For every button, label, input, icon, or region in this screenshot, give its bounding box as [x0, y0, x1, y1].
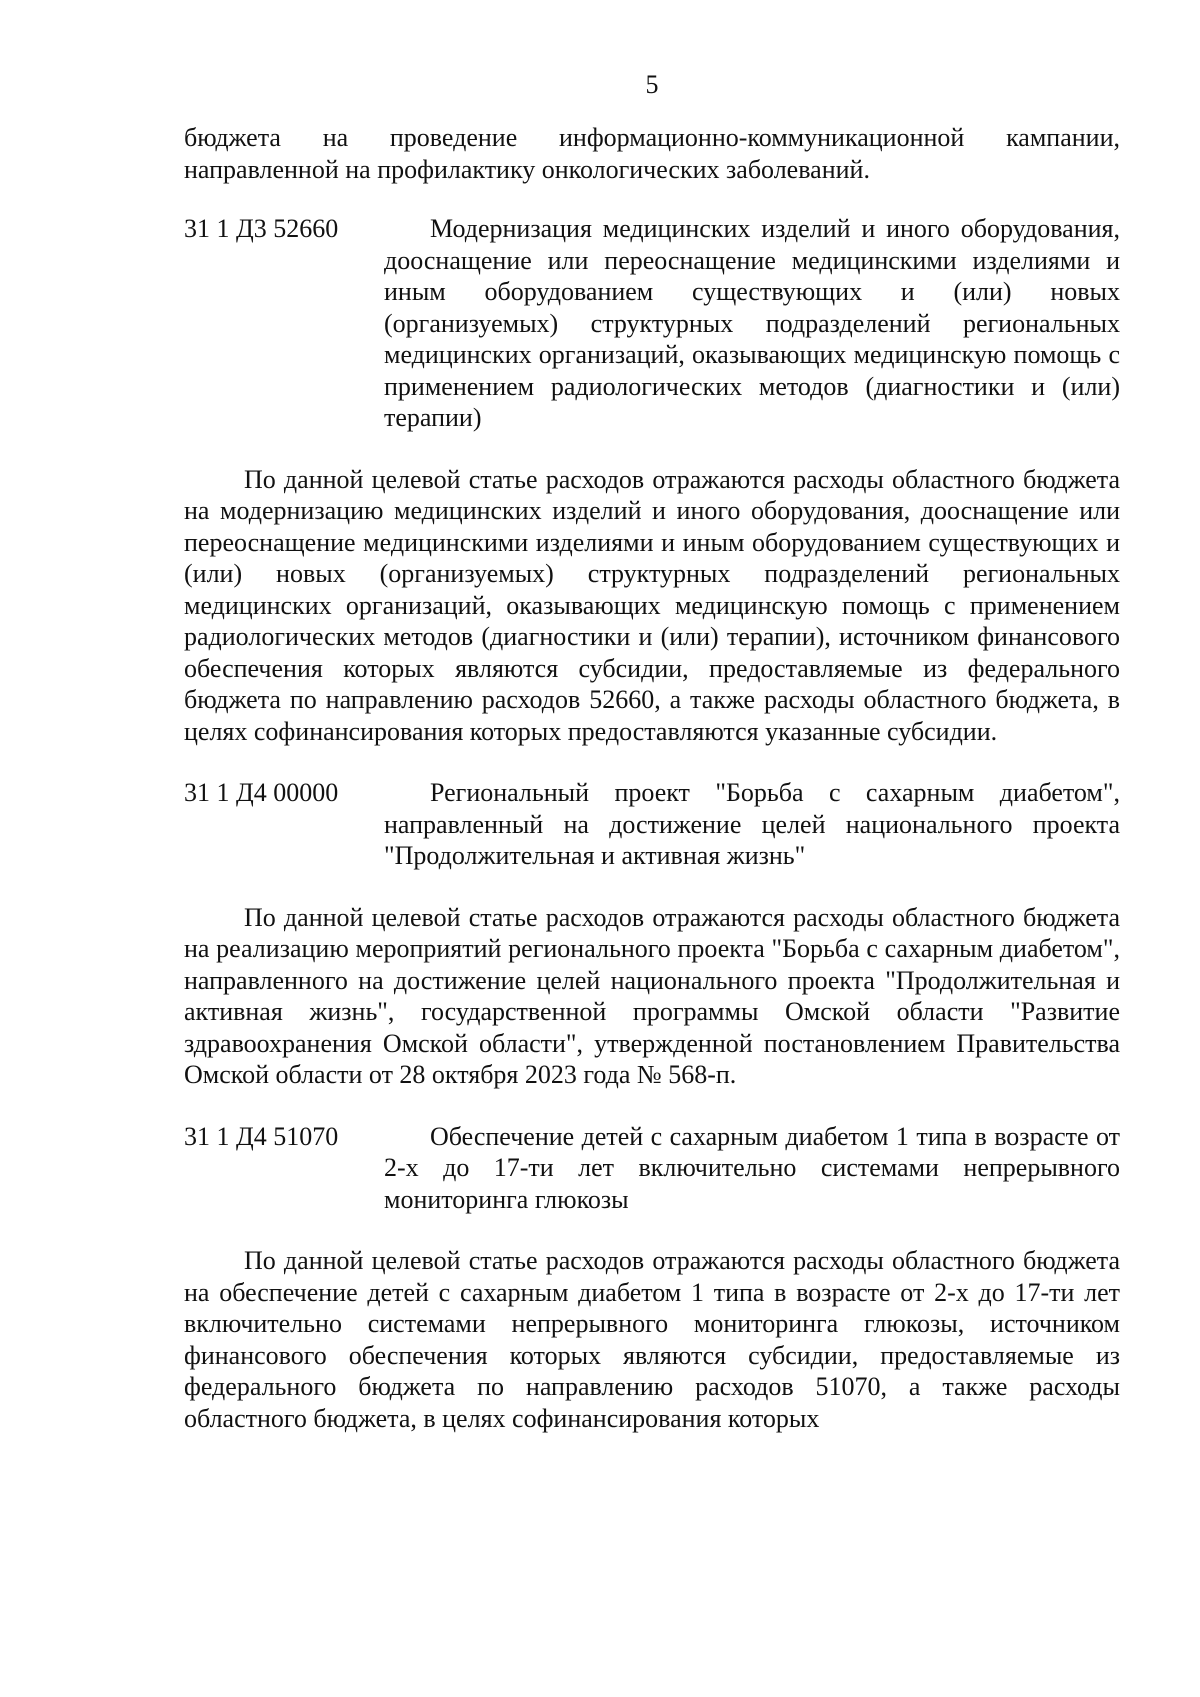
- document-page: [184, 70, 1120, 1434]
- page-number: 5: [645, 70, 659, 99]
- budget-entry-d3-52660: [184, 213, 1120, 434]
- spacer: [184, 872, 1120, 902]
- spacer: [184, 1091, 1120, 1121]
- body-paragraph: По данной целевой статье расходов отражаются расходы областного бюджета на модернизацию медицинских изделий и иного оборудования, дооснащение или переоснащение медицинскими изделиями и иным оборудованием существующих и (или) новых (организуемых) структурных подразделений региональных медицинских организаций, оказывающих медицинскую помощь с применением радиологических методов (диагностики и (или) терапии), источником финансового обеспечения которых являются субсидии, предоставляемые из федерального бюджета по направлению расходов 52660, а также расходы областного бюджета, в целях софинансирования которых предоставляются указанные субсидии.: [184, 464, 1120, 746]
- spacer: [184, 434, 1120, 464]
- entry-title: Модернизация медицинских изделий и иного оборудования, дооснащение или переоснащение медицинскими изделиями и иным оборудованием существующих и (или) новых (организуемых) структурных подразделений региональных медицинских организаций, оказывающих медицинскую помощь с применением радиологических методов (диагностики и (или) терапии): [384, 214, 1120, 432]
- entry-code: 31 1 Д3 52660: [184, 214, 339, 243]
- entry-code: 31 1 Д4 51070: [184, 1121, 339, 1151]
- entry-title: Обеспечение детей с сахарным диабетом 1 типа в возрасте от 2-х до 17-ти лет включительно системами непрерывного мониторинга глюкозы: [384, 1121, 1120, 1214]
- budget-entry-d4-00000: [184, 777, 1120, 872]
- spacer: [184, 185, 1120, 213]
- spacer: [184, 1215, 1120, 1245]
- budget-entry-d4-51070: [184, 1121, 1120, 1216]
- body-paragraph: По данной целевой статье расходов отражаются расходы областного бюджета на обеспечение детей с сахарным диабетом 1 типа в возрасте от 2-х до 17-ти лет включительно системами непрерывного мониторинга глюкозы, источником финансового обеспечения которых являются субсидии, предоставляемые из федерального бюджета по направлению расходов 51070, а также расходы областного бюджета, в целях софинансирования которых: [184, 1246, 1120, 1433]
- continuation-paragraph: бюджета на проведение информационно-коммуникационной кампании, направленной на профилактику онкологических заболеваний.: [184, 123, 1120, 184]
- body-paragraph: По данной целевой статье расходов отражаются расходы областного бюджета на реализацию мероприятий регионального проекта "Борьба с сахарным диабетом", направленного на достижение целей национального проекта "Продолжительная и активная жизнь", государственной программы Омской области "Развитие здравоохранения Омской области", утвержденной постановлением Правительства Омской области от 28 октября 2023 года № 568-п.: [184, 902, 1120, 1089]
- spacer: [184, 747, 1120, 777]
- entry-title: Региональный проект "Борьба с сахарным диабетом", направленный на достижение целей национального проекта "Продолжительная и активная жизнь": [384, 778, 1120, 870]
- entry-code: 31 1 Д4 00000: [184, 778, 339, 807]
